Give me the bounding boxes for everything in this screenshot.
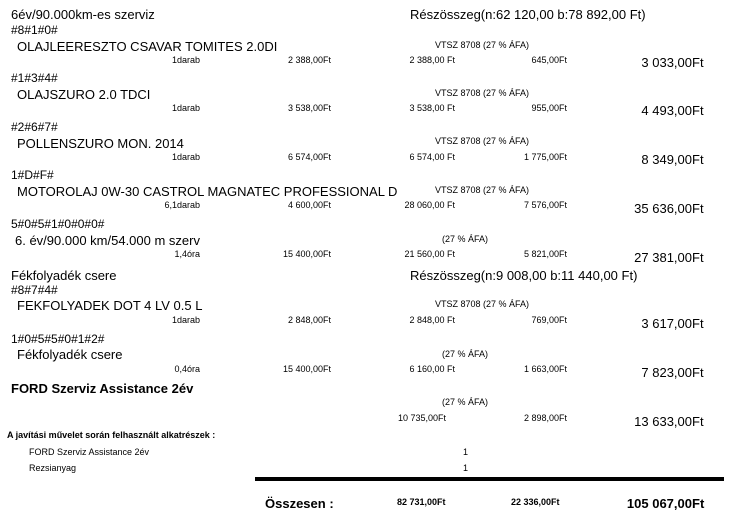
item-code: #2#6#7# bbox=[11, 120, 58, 134]
item-name: POLLENSZURO MON. 2014 bbox=[17, 136, 184, 151]
total-gross-currency: Ft bbox=[692, 496, 705, 511]
item-currency: Ft bbox=[692, 201, 704, 216]
item-vat: (27 % ÁFA) bbox=[442, 234, 489, 244]
total-net: 82 731,00 bbox=[396, 497, 437, 507]
section-title: Fékfolyadék csere bbox=[11, 268, 117, 283]
item-tax: 7 576,00Ft bbox=[523, 200, 567, 210]
item-net: 2 848,00 Ft bbox=[409, 315, 455, 325]
item-gross: 4 493,00 bbox=[641, 103, 692, 118]
section-subtotal: Részösszeg(n:9 008,00 b:11 440,00 Ft) bbox=[410, 268, 638, 283]
section-title: 6év/90.000km-es szerviz bbox=[11, 7, 155, 22]
total-tax: 22 336,00 bbox=[510, 497, 551, 507]
assistance-gross: 13 633,00 bbox=[634, 414, 692, 429]
item-gross: 35 636,00 bbox=[634, 201, 692, 216]
item-vat: VTSZ 8708 (27 % ÁFA) bbox=[435, 136, 530, 146]
parts-row-name: Rezsianyag bbox=[29, 463, 77, 473]
item-code: #8#1#0# bbox=[11, 23, 58, 37]
item-unit-price: 4 600,00Ft bbox=[287, 200, 331, 210]
item-tax: 769,00Ft bbox=[531, 315, 567, 325]
total-label: Összesen : bbox=[265, 496, 334, 511]
item-tax: 1 775,00Ft bbox=[523, 152, 567, 162]
item-unit-price: 2 848,00Ft bbox=[287, 315, 331, 325]
item-gross: 3 033,00 bbox=[641, 55, 692, 70]
item-name: MOTOROLAJ 0W-30 CASTROL MAGNATEC PROFESSIONAL D bbox=[17, 184, 398, 199]
item-code: 5#0#5#1#0#0#0# bbox=[11, 217, 105, 231]
item-name: OLAJSZURO 2.0 TDCI bbox=[17, 87, 151, 102]
assistance-currency: Ft bbox=[692, 414, 704, 429]
item-currency: Ft bbox=[692, 316, 704, 331]
total-net-currency: Ft bbox=[437, 497, 446, 507]
item-vat: (27 % ÁFA) bbox=[442, 349, 489, 359]
item-unit-price: 15 400,00Ft bbox=[282, 249, 331, 259]
item-net: 2 388,00 Ft bbox=[409, 55, 455, 65]
item-qty: 1darab bbox=[171, 55, 200, 65]
item-code: 1#D#F# bbox=[11, 168, 54, 182]
parts-row-name: FORD Szerviz Assistance 2év bbox=[29, 447, 150, 457]
item-tax: 1 663,00Ft bbox=[523, 364, 567, 374]
parts-row-qty: 1 bbox=[463, 447, 469, 457]
item-currency: Ft bbox=[692, 103, 704, 118]
total-divider bbox=[255, 477, 724, 481]
item-vat: VTSZ 8708 (27 % ÁFA) bbox=[435, 299, 530, 309]
item-unit-price: 6 574,00Ft bbox=[287, 152, 331, 162]
assistance-net-currency: Ft bbox=[438, 413, 446, 423]
assistance-tax: 2 898,00Ft bbox=[523, 413, 567, 423]
item-qty: 0,4óra bbox=[174, 364, 200, 374]
item-name: FEKFOLYADEK DOT 4 LV 0.5 L bbox=[17, 298, 203, 313]
item-currency: Ft bbox=[692, 55, 704, 70]
item-gross: 8 349,00 bbox=[641, 152, 692, 167]
item-qty: 1darab bbox=[171, 103, 200, 113]
assistance-title: FORD Szerviz Assistance 2év bbox=[11, 381, 194, 396]
item-net: 6 574,00 Ft bbox=[409, 152, 455, 162]
item-gross: 3 617,00 bbox=[641, 316, 692, 331]
item-qty: 1darab bbox=[171, 315, 200, 325]
item-vat: VTSZ 8708 (27 % ÁFA) bbox=[435, 88, 530, 98]
item-currency: Ft bbox=[692, 365, 704, 380]
item-qty: 6,1darab bbox=[164, 200, 200, 210]
item-net: 6 160,00 Ft bbox=[409, 364, 455, 374]
assistance-net: 10 735,00 bbox=[397, 413, 438, 423]
total-gross: 105 067,00 bbox=[626, 496, 692, 511]
item-tax: 645,00Ft bbox=[531, 55, 567, 65]
item-qty: 1,4óra bbox=[174, 249, 200, 259]
item-tax: 5 821,00Ft bbox=[523, 249, 567, 259]
item-net: 28 060,00 Ft bbox=[404, 200, 455, 210]
item-tax: 955,00Ft bbox=[531, 103, 567, 113]
item-currency: Ft bbox=[692, 152, 704, 167]
item-name: Fékfolyadék csere bbox=[17, 347, 123, 362]
item-net: 3 538,00 Ft bbox=[409, 103, 455, 113]
item-qty: 1darab bbox=[171, 152, 200, 162]
item-net: 21 560,00 Ft bbox=[404, 249, 455, 259]
parts-heading: A javítási művelet során felhasznált alkatrészek : bbox=[7, 430, 216, 440]
item-currency: Ft bbox=[692, 250, 704, 265]
item-vat: VTSZ 8708 (27 % ÁFA) bbox=[435, 40, 530, 50]
item-unit-price: 15 400,00Ft bbox=[282, 364, 331, 374]
item-gross: 27 381,00 bbox=[634, 250, 692, 265]
item-code: #8#7#4# bbox=[11, 283, 58, 297]
total-tax-currency: Ft bbox=[551, 497, 560, 507]
item-unit-price: 3 538,00Ft bbox=[287, 103, 331, 113]
section-subtotal: Részösszeg(n:62 120,00 b:78 892,00 Ft) bbox=[410, 7, 646, 22]
item-vat: VTSZ 8708 (27 % ÁFA) bbox=[435, 185, 530, 195]
item-name: OLAJLEERESZTO CSAVAR TOMITES 2.0DI bbox=[17, 39, 278, 54]
item-code: 1#0#5#5#0#1#2# bbox=[11, 332, 105, 346]
item-name: 6. év/90.000 km/54.000 m szerv bbox=[15, 233, 200, 248]
parts-row-qty: 1 bbox=[463, 463, 469, 473]
item-unit-price: 2 388,00Ft bbox=[287, 55, 331, 65]
assistance-vat: (27 % ÁFA) bbox=[442, 397, 489, 407]
item-code: #1#3#4# bbox=[11, 71, 58, 85]
item-gross: 7 823,00 bbox=[641, 365, 692, 380]
